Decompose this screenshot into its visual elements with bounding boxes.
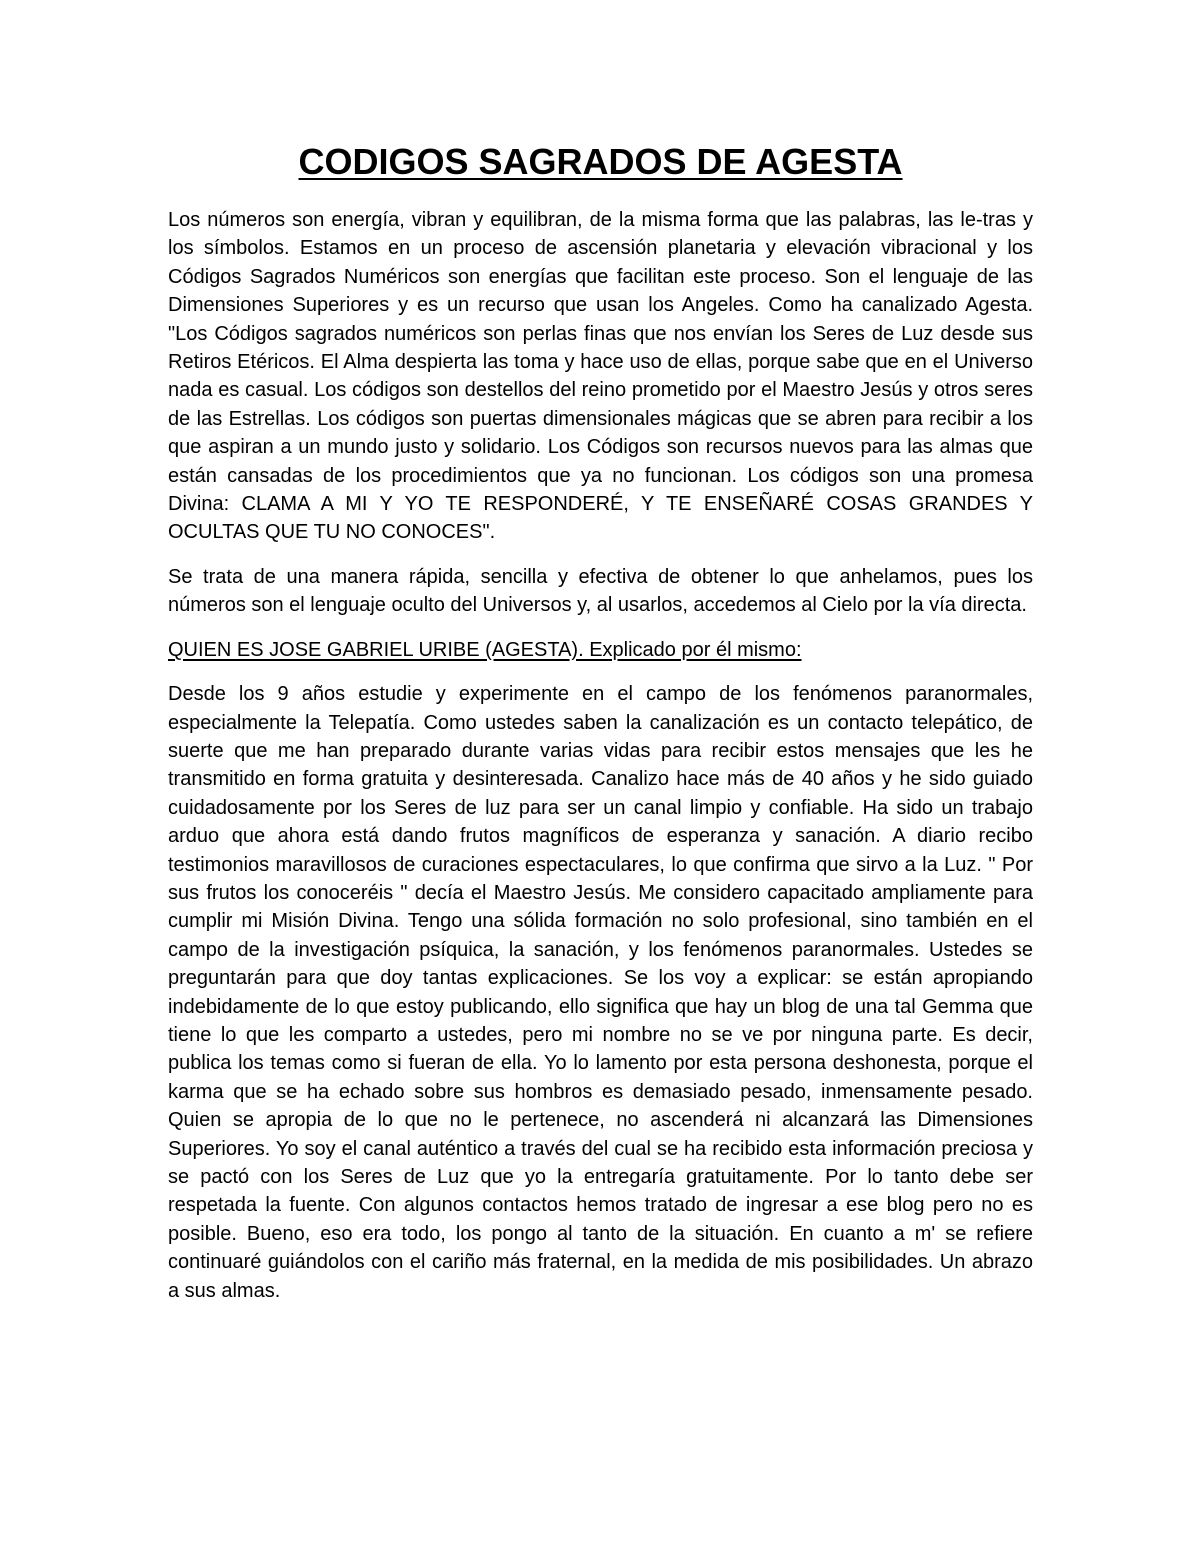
document-title: CODIGOS SAGRADOS DE AGESTA: [298, 141, 903, 182]
intro-paragraph: Los números son energía, vibran y equilibran, de la misma forma que las palabras, las le-tras y los símbolos. Estamos en un proceso de ascensión planetaria y elevación vibracional y los Códigos Sagrados Numéricos son energías que facilitan este proceso. Son el lenguaje de las Dimensiones Superiores y es un recurso que usan los Angeles. Como ha canalizado Agesta. "Los Códigos sagrados numéricos son perlas finas que nos envían los Seres de Luz desde sus Retiros Etéricos. El Alma despierta las toma y hace uso de ellas, porque sabe que en el Universo nada es casual. Los códigos son destellos del reino prometido por el Maestro Jesús y otros seres de las Estrellas. Los códigos son puertas dimensionales mágicas que se abren para recibir a los que aspiran a un mundo justo y solidario. Los Códigos son recursos nuevos para las almas que están cansadas de los procedimientos que ya no funcionan. Los códigos son una promesa Divina: CLAMA A MI Y YO TE RESPONDERÉ, Y TE ENSEÑARÉ COSAS GRANDES Y OCULTAS QUE TU NO CONOCES".: [168, 209, 1033, 544]
section-subheading: QUIEN ES JOSE GABRIEL URIBE (AGESTA). Explicado por él mismo:: [168, 638, 802, 661]
second-paragraph: Se trata de una manera rápida, sencilla y efectiva de obtener lo que anhelamos, pues los números son el lenguaje oculto del Universos y, al usarlos, accedemos al Cielo por la vía directa.: [168, 565, 1033, 617]
bio-paragraph: Desde los 9 años estudie y experimente en el campo de los fenómenos paranormales, especialmente la Telepatía. Como ustedes saben la canalización es un contacto telepático, de suerte que me han preparado durante varias vidas para recibir estos mensajes que les he transmitido en forma gratuita y desinteresada. Canalizo hace más de 40 años y he sido guiado cuidadosamente por los Seres de luz para ser un canal limpio y confiable. Ha sido un trabajo arduo que ahora está dando frutos magníficos de esperanza y sanación. A diario recibo testimonios maravillosos de curaciones espectaculares, lo que confirma que sirvo a la Luz. " Por sus frutos los conoceréis " decía el Maestro Jesús. Me considero capacitado ampliamente para cumplir mi Misión Divina. Tengo una sólida formación no solo profesional, sino también en el campo de la investigación psíquica, la sanación, y los fenómenos paranormales. Ustedes se preguntarán para que doy tantas explicaciones. Se los voy a explicar: se están apropiando indebidamente de lo que estoy publicando, ello significa que hay un blog de una tal Gemma que tiene lo que les comparto a ustedes, pero mi nombre no se ve por ninguna parte. Es decir, publica los temas como si fueran de ella. Yo lo lamento por esta persona deshonesta, porque el karma que se ha echado sobre sus hombros es demasiado pesado, inmensamente pesado. Quien se apropia de lo que no le pertenece, no ascenderá ni alcanzará las Dimensiones Superiores. Yo soy el canal auténtico a través del cual se ha recibido esta información preciosa y se pactó con los Seres de Luz que yo la entregaría gratuitamente. Por lo tanto debe ser respetada la fuente. Con algunos contactos hemos tratado de ingresar a ese blog pero no es posible. Bueno, eso era todo, los pongo al tanto de la situación. En cuanto a m' se refiere continuaré guiándolos con el cariño más fraternal, en la medida de mis posibilidades. Un abrazo a sus almas.: [168, 683, 1033, 1302]
document-body: [168, 138, 1033, 1321]
